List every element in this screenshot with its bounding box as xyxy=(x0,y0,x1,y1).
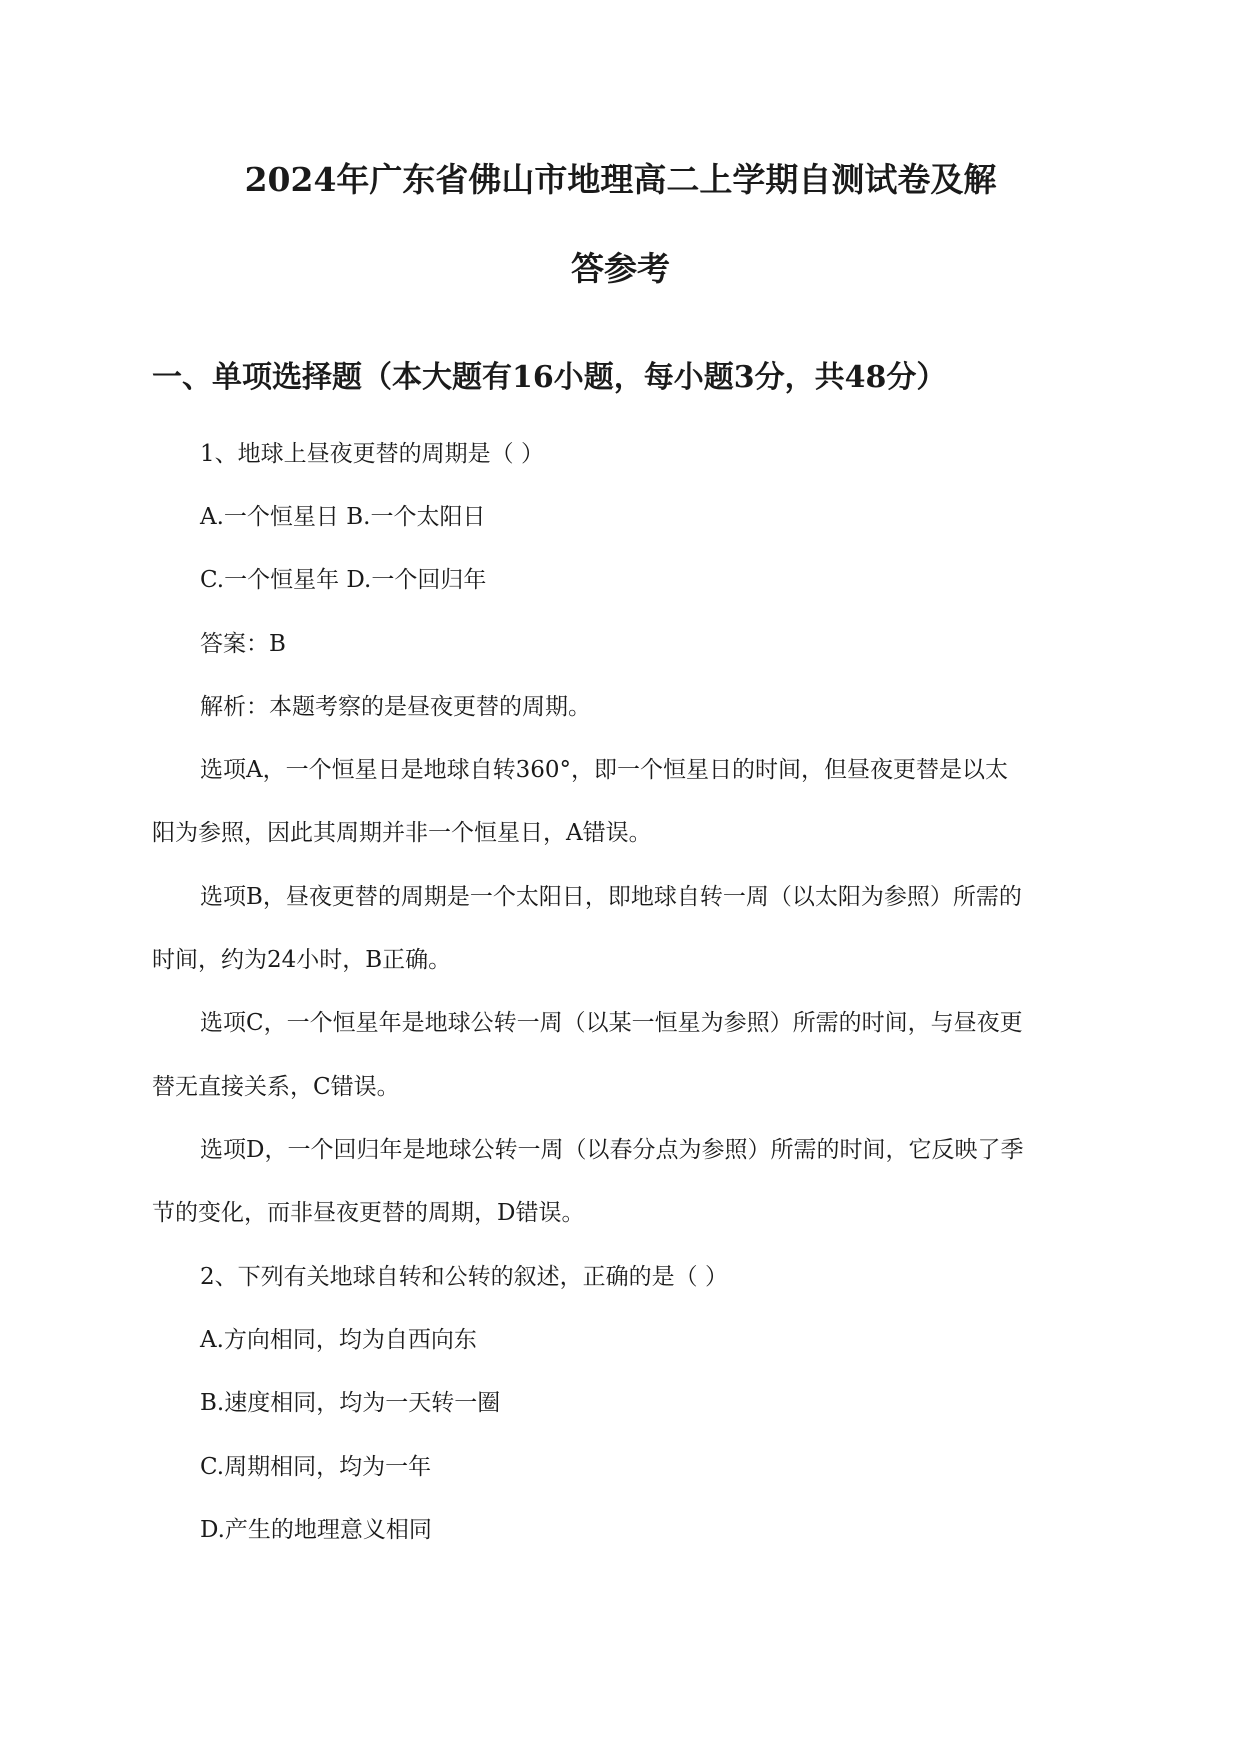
question-1-analysis-intro: 解析：本题考察的是昼夜更替的周期。 xyxy=(200,694,591,720)
question-1-analysis-d-line-2: 节的变化，而非昼夜更替的周期，D错误。 xyxy=(152,1200,585,1226)
question-2-option-c: C.周期相同，均为一年 xyxy=(200,1454,432,1480)
question-1-analysis-a-line-1: 选项A，一个恒星日是地球自转360°，即一个恒星日的时间，但昼夜更替是以太 xyxy=(200,757,1009,783)
question-1-analysis-d-line-1: 选项D，一个回归年是地球公转一周（以春分点为参照）所需的时间，它反映了季 xyxy=(200,1137,1024,1163)
question-1-stem: 1、地球上昼夜更替的周期是（ ） xyxy=(200,441,544,467)
question-2-option-d: D.产生的地理意义相同 xyxy=(200,1517,432,1543)
question-1-analysis-a-line-2: 阳为参照，因此其周期并非一个恒星日，A错误。 xyxy=(152,820,652,846)
section-heading-single-choice: 一、单项选择题（本大题有16小题，每小题3分，共48分） xyxy=(152,360,947,395)
question-2-option-b: B.速度相同，均为一天转一圈 xyxy=(200,1390,501,1416)
question-1-options-ab: A.一个恒星日 B.一个太阳日 xyxy=(200,504,486,530)
question-2-stem: 2、下列有关地球自转和公转的叙述，正确的是（ ） xyxy=(200,1264,728,1290)
question-1-analysis-c-line-2: 替无直接关系，C错误。 xyxy=(152,1074,400,1100)
question-1-analysis-b-line-2: 时间，约为24小时，B正确。 xyxy=(152,947,452,973)
question-1-options-cd: C.一个恒星年 D.一个回归年 xyxy=(200,567,487,593)
document-title-line-1: 2024年广东省佛山市地理高二上学期自测试卷及解 xyxy=(244,160,997,199)
question-2-option-a: A.方向相同，均为自西向东 xyxy=(200,1327,477,1353)
question-1-answer: 答案：B xyxy=(200,631,286,657)
document-title-line-2: 答参考 xyxy=(571,249,670,288)
question-1-analysis-c-line-1: 选项C，一个恒星年是地球公转一周（以某一恒星为参照）所需的时间，与昼夜更 xyxy=(200,1010,1023,1036)
question-1-analysis-b-line-1: 选项B，昼夜更替的周期是一个太阳日，即地球自转一周（以太阳为参照）所需的 xyxy=(200,884,1022,910)
